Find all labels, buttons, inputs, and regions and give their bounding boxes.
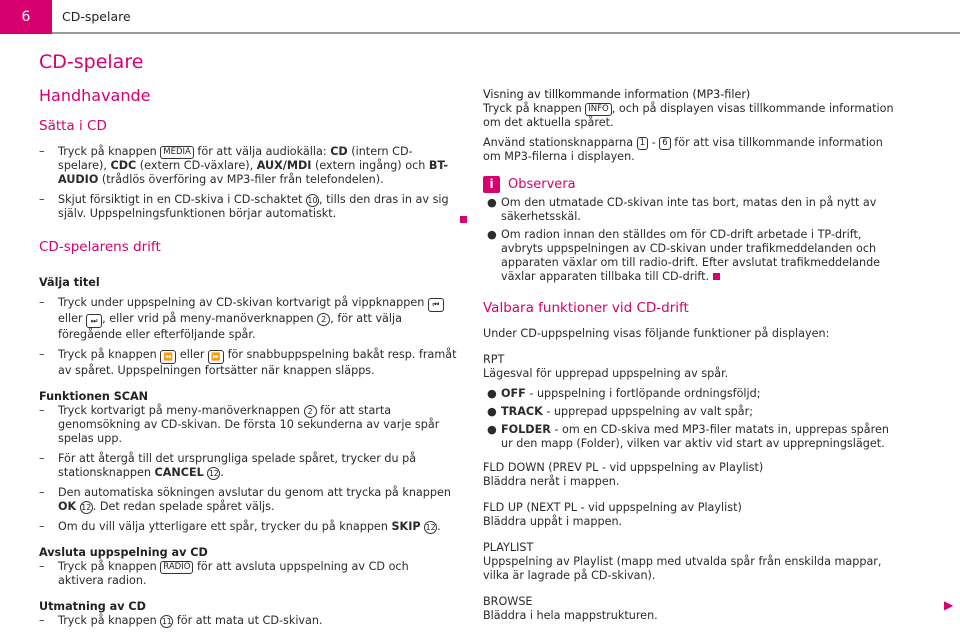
- functions-heading: Valbara funktioner vid CD-drift: [483, 300, 689, 316]
- step-dash: –: [39, 520, 45, 533]
- step-dash: –: [39, 614, 45, 627]
- next-track-icon: ⏭: [86, 314, 102, 328]
- insert-step-1: – Tryck på knappen MEDIA för att välja audiokälla: CD (intern CD-spelare), CDC (extern CD-växlare), AUX/MDI (extern ingång) och BT-AUDIO (trådlös överföring av MP3-filer från telefondelen).: [39, 145, 449, 186]
- preset-1-key-icon: 1: [637, 137, 648, 150]
- step-dash: –: [39, 145, 45, 158]
- right-column: [483, 88, 901, 629]
- page-number: 6: [0, 0, 52, 34]
- fast-forward-icon: ⏩: [208, 350, 224, 364]
- note-bullet-2: ● Om radion innan den ställdes om för CD-drift arbetade i TP-drift, avbryts uppspelningen av CD-skivan under trafikmeddelanden och apparaten växlar om till radio-drift. Efter avslutat trafikmeddelande växlar apparaten tillbaka till CD-drift.: [487, 228, 881, 283]
- scan-label: Funktionen SCAN: [39, 390, 149, 403]
- header-rule: [52, 32, 960, 34]
- bullet-icon: ●: [487, 405, 497, 418]
- cd-drift-heading: CD-spelarens drift: [39, 239, 161, 255]
- callout-12-icon: 12: [208, 469, 219, 478]
- note-title: Observera: [508, 176, 576, 192]
- page-header: [0, 0, 960, 34]
- fld-up-label: FLD UP (NEXT PL - vid uppspelning av Playlist): [483, 501, 742, 514]
- running-title: CD-spelare: [62, 9, 131, 24]
- callout-2-icon: 2: [304, 405, 317, 418]
- scan-step-2: – För att återgå till det ursprungliga spelade spåret, trycker du på stationsknappen CANCEL 12 .: [39, 452, 417, 479]
- step-dash: –: [39, 348, 45, 361]
- scan-step-3: – Den automatiska sökningen avslutar du genom att trycka på knappen OK 12 . Det redan spelade spåret väljs.: [39, 486, 451, 513]
- browse-label: BROWSE: [483, 595, 533, 608]
- select-title-step-1: – Tryck under uppspelning av CD-skivan kortvarigt på vippknappen ⏮ eller ⏭ , eller vrid på meny-manöverknappen 2 , för att välja föregående eller efterföljande spår.: [39, 296, 457, 342]
- fld-up-desc: Bläddra uppåt i mappen.: [483, 515, 623, 528]
- functions-intro: Under CD-uppspelning visas följande funktioner på displayen:: [483, 327, 830, 340]
- section-end-marker: [460, 216, 467, 223]
- rpt-desc: Lägesval för upprepad uppspelning av spår.: [483, 367, 729, 380]
- step-dash: –: [39, 486, 45, 499]
- callout-10-icon: 10: [307, 196, 318, 205]
- bullet-icon: ●: [487, 228, 497, 241]
- playlist-label: PLAYLIST: [483, 541, 534, 554]
- rpt-option-off: ● OFF - uppspelning i fortlöpande ordningsföljd;: [487, 387, 761, 400]
- rpt-label: RPT: [483, 353, 505, 366]
- radio-key-icon: RADIO: [160, 561, 193, 574]
- eject-step-1: – Tryck på knappen 11 för att mata ut CD-skivan.: [39, 614, 323, 627]
- scan-step-1: – Tryck kortvarigt på meny-manöverknappen 2 för att starta genomsökning av CD-skivan. De första 10 sekunderna av varje spår spelas upp.: [39, 404, 440, 445]
- playlist-desc: Uppspelning av Playlist (mapp med utvalda spår från enskilda mappar, vilka är lagrade på CD-skivan).: [483, 555, 882, 582]
- left-column: [39, 50, 457, 634]
- step-dash: –: [39, 296, 45, 309]
- stop-step-1: – Tryck på knappen RADIO för att avsluta uppspelning av CD och aktivera radion.: [39, 560, 409, 587]
- insert-step-2: – Skjut försiktigt in en CD-skiva i CD-schaktet 10 , tills den dras in av sig själv. Uppspelningsfunktionen börjar automatiskt.: [39, 193, 449, 220]
- callout-2-icon: 2: [317, 313, 330, 326]
- note-bullet-1: ● Om den utmatade CD-skivan inte tas bort, matas den in på nytt av säkerhetsskäl.: [487, 196, 877, 223]
- select-title-step-2: – Tryck på knappen ⏪ eller ⏩ för snabbuppspelning bakåt resp. framåt av spåret. Uppspelningen fortsätter när knappen släpps.: [39, 348, 457, 377]
- step-dash: –: [39, 560, 45, 573]
- section-heading: Handhavande: [39, 86, 151, 105]
- info-note-icon: i: [483, 176, 500, 193]
- bullet-icon: ●: [487, 423, 497, 436]
- prev-track-icon: ⏮: [428, 298, 444, 312]
- continue-arrow-icon: ▶: [944, 598, 954, 612]
- step-dash: –: [39, 193, 45, 206]
- fld-down-desc: Bläddra neråt i mappen.: [483, 475, 620, 488]
- rewind-icon: ⏪: [160, 350, 176, 364]
- fld-down-label: FLD DOWN (PREV PL - vid uppspelning av Playlist): [483, 461, 764, 474]
- browse-desc: Bläddra i hela mappstrukturen.: [483, 609, 658, 622]
- info-key-icon: INFO: [585, 103, 611, 116]
- page-title: CD-spelare: [39, 51, 144, 73]
- step-dash: –: [39, 452, 45, 465]
- preset-6-key-icon: 6: [659, 137, 670, 150]
- insert-cd-heading: Sätta i CD: [39, 118, 107, 134]
- step-dash: –: [39, 404, 45, 417]
- section-end-marker: [713, 273, 720, 280]
- note-header: [483, 176, 901, 193]
- bullet-icon: ●: [487, 387, 497, 400]
- media-key-icon: MEDIA: [160, 146, 194, 159]
- bullet-icon: ●: [487, 196, 497, 209]
- callout-12-icon: 12: [81, 503, 92, 512]
- scan-step-4: – Om du vill välja ytterligare ett spår, trycker du på knappen SKIP 12 .: [39, 520, 441, 533]
- rpt-option-folder: ● FOLDER - om en CD-skiva med MP3-filer matats in, upprepas spåren ur den mapp (Folder), vilken var aktiv vid start av upprepningsläget.: [487, 423, 889, 450]
- info-label: Visning av tillkommande information (MP3-filer): [483, 88, 751, 101]
- callout-11-icon: 11: [161, 617, 172, 626]
- rpt-option-track: ● TRACK - upprepad uppspelning av valt spår;: [487, 405, 753, 418]
- callout-12-icon: 12: [425, 523, 436, 532]
- select-title-label: Välja titel: [39, 276, 100, 289]
- info-paragraph-1: Tryck på knappen INFO , och på displayen visas tillkommande information om det aktuella spåret.: [483, 102, 894, 129]
- stop-label: Avsluta uppspelning av CD: [39, 546, 208, 559]
- eject-label: Utmatning av CD: [39, 600, 146, 613]
- info-paragraph-2: Använd stationsknapparna 1 - 6 för att visa tillkommande information om MP3-filerna i displayen.: [483, 136, 883, 163]
